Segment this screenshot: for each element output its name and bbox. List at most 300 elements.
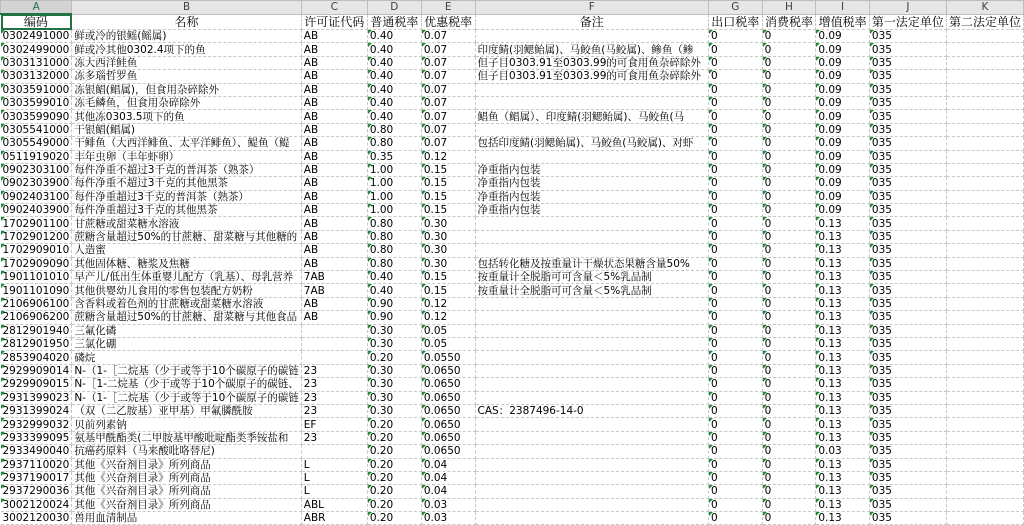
cell-remark[interactable]: 印度鲭(羽鳃鲐属)、马鲛鱼(马鲛属)、鲹鱼（鲹 [475,43,708,56]
cell-second-unit[interactable] [946,70,1023,83]
column-letter-a[interactable]: A [1,1,72,15]
header-cell-general-rate[interactable]: 普通税率 [367,14,421,30]
cell-preferential-rate[interactable]: 0.30 [421,244,475,257]
cell-consumption-rate[interactable]: 0 [762,96,816,109]
cell-code[interactable]: 2106906100 [1,297,72,310]
cell-second-unit[interactable] [946,445,1023,458]
cell-consumption-rate[interactable]: 0 [762,512,816,525]
cell-license[interactable]: AB [301,137,367,150]
cell-second-unit[interactable] [946,284,1023,297]
cell-export-rate[interactable]: 0 [709,43,763,56]
cell-preferential-rate[interactable]: 0.07 [421,70,475,83]
cell-license[interactable]: AB [301,30,367,43]
cell-export-rate[interactable]: 0 [709,244,763,257]
cell-consumption-rate[interactable]: 0 [762,498,816,511]
cell-license[interactable]: AB [301,163,367,176]
cell-license[interactable] [301,324,367,337]
cell-license[interactable] [301,445,367,458]
cell-first-unit[interactable]: 035 [869,204,946,217]
cell-name[interactable]: 三氯化硼 [72,337,301,350]
cell-name[interactable]: 每件净重不超过3千克的普洱茶（熟茶） [72,163,301,176]
cell-name[interactable]: 其他《兴奋剂目录》所列商品 [72,458,301,471]
cell-second-unit[interactable] [946,271,1023,284]
header-cell-second-unit[interactable]: 第二法定单位 [946,14,1023,30]
cell-first-unit[interactable]: 035 [869,217,946,230]
cell-first-unit[interactable]: 035 [869,96,946,109]
cell-license[interactable]: AB [301,190,367,203]
cell-consumption-rate[interactable]: 0 [762,123,816,136]
cell-general-rate[interactable]: 0.90 [367,297,421,310]
cell-remark[interactable] [475,458,708,471]
cell-remark[interactable]: 鲳鱼（鲳属）、印度鲭(羽鳃鲐属)、马鲛鱼(马 [475,110,708,123]
cell-consumption-rate[interactable]: 0 [762,284,816,297]
cell-general-rate[interactable]: 0.40 [367,83,421,96]
cell-first-unit[interactable]: 035 [869,244,946,257]
cell-second-unit[interactable] [946,458,1023,471]
cell-second-unit[interactable] [946,485,1023,498]
cell-license[interactable]: AB [301,123,367,136]
cell-vat-rate[interactable]: 0.13 [816,351,870,364]
cell-remark[interactable] [475,445,708,458]
cell-vat-rate[interactable]: 0.09 [816,190,870,203]
cell-preferential-rate[interactable]: 0.12 [421,297,475,310]
cell-remark[interactable]: 净重指内包装 [475,177,708,190]
cell-consumption-rate[interactable]: 0 [762,418,816,431]
cell-preferential-rate[interactable]: 0.15 [421,284,475,297]
cell-license[interactable]: L [301,458,367,471]
cell-first-unit[interactable]: 035 [869,418,946,431]
cell-first-unit[interactable]: 035 [869,378,946,391]
cell-code[interactable]: 0511919020 [1,150,72,163]
cell-general-rate[interactable]: 1.00 [367,204,421,217]
cell-license[interactable]: AB [301,43,367,56]
cell-export-rate[interactable]: 0 [709,418,763,431]
cell-license[interactable] [301,351,367,364]
cell-remark[interactable] [475,471,708,484]
cell-general-rate[interactable]: 0.30 [367,337,421,350]
cell-export-rate[interactable]: 0 [709,204,763,217]
cell-preferential-rate[interactable]: 0.04 [421,485,475,498]
cell-vat-rate[interactable]: 0.09 [816,56,870,69]
cell-consumption-rate[interactable]: 0 [762,30,816,43]
cell-first-unit[interactable]: 035 [869,284,946,297]
cell-first-unit[interactable]: 035 [869,110,946,123]
cell-vat-rate[interactable]: 0.13 [816,297,870,310]
cell-general-rate[interactable]: 0.20 [367,445,421,458]
cell-preferential-rate[interactable]: 0.30 [421,230,475,243]
cell-consumption-rate[interactable]: 0 [762,56,816,69]
cell-first-unit[interactable]: 035 [869,311,946,324]
cell-general-rate[interactable]: 0.20 [367,498,421,511]
cell-vat-rate[interactable]: 0.13 [816,230,870,243]
header-cell-name[interactable]: 名称 [72,14,301,30]
column-letter-k[interactable]: K [946,1,1023,15]
cell-license[interactable]: AB [301,83,367,96]
cell-vat-rate[interactable]: 0.09 [816,163,870,176]
cell-consumption-rate[interactable]: 0 [762,364,816,377]
cell-consumption-rate[interactable]: 0 [762,204,816,217]
cell-preferential-rate[interactable]: 0.15 [421,163,475,176]
cell-second-unit[interactable] [946,177,1023,190]
cell-second-unit[interactable] [946,351,1023,364]
cell-first-unit[interactable]: 035 [869,351,946,364]
cell-remark[interactable]: 但子目0303.91至0303.99的可食用鱼杂碎除外 [475,56,708,69]
cell-code[interactable]: 2929909015 [1,378,72,391]
column-letter-f[interactable]: F [475,1,708,15]
cell-second-unit[interactable] [946,324,1023,337]
cell-preferential-rate[interactable]: 0.03 [421,512,475,525]
cell-name[interactable]: 其他固体糖、糖浆及焦糖 [72,257,301,270]
cell-general-rate[interactable]: 0.90 [367,311,421,324]
cell-remark[interactable] [475,30,708,43]
cell-consumption-rate[interactable]: 0 [762,485,816,498]
cell-preferential-rate[interactable]: 0.05 [421,337,475,350]
cell-license[interactable]: L [301,471,367,484]
cell-export-rate[interactable]: 0 [709,311,763,324]
cell-preferential-rate[interactable]: 0.0650 [421,431,475,444]
cell-second-unit[interactable] [946,311,1023,324]
cell-remark[interactable]: 净重指内包装 [475,163,708,176]
cell-second-unit[interactable] [946,43,1023,56]
cell-remark[interactable] [475,244,708,257]
cell-vat-rate[interactable]: 0.09 [816,123,870,136]
cell-general-rate[interactable]: 0.30 [367,391,421,404]
cell-remark[interactable]: 包括印度鲭(羽鳃鲐属)、马鲛鱼(马鲛属)、对虾 [475,137,708,150]
cell-vat-rate[interactable]: 0.13 [816,512,870,525]
cell-consumption-rate[interactable]: 0 [762,217,816,230]
cell-general-rate[interactable]: 1.00 [367,190,421,203]
cell-export-rate[interactable]: 0 [709,271,763,284]
cell-code[interactable]: 0302491000 [1,30,72,43]
cell-general-rate[interactable]: 0.30 [367,404,421,417]
cell-license[interactable]: 23 [301,404,367,417]
cell-preferential-rate[interactable]: 0.07 [421,123,475,136]
cell-preferential-rate[interactable]: 0.07 [421,83,475,96]
cell-preferential-rate[interactable]: 0.0650 [421,404,475,417]
cell-general-rate[interactable]: 0.80 [367,257,421,270]
cell-general-rate[interactable]: 0.80 [367,217,421,230]
cell-code[interactable]: 2937190017 [1,471,72,484]
cell-export-rate[interactable]: 0 [709,512,763,525]
cell-export-rate[interactable]: 0 [709,498,763,511]
cell-remark[interactable]: 按重量计全脱脂可可含量＜5%乳品制 [475,284,708,297]
cell-second-unit[interactable] [946,404,1023,417]
cell-vat-rate[interactable]: 0.09 [816,43,870,56]
cell-code[interactable]: 1702901100 [1,217,72,230]
cell-general-rate[interactable]: 0.80 [367,230,421,243]
cell-remark[interactable] [475,364,708,377]
column-letter-e[interactable]: E [421,1,475,15]
cell-vat-rate[interactable]: 0.13 [816,284,870,297]
cell-name[interactable]: 其他《兴奋剂目录》所列商品 [72,471,301,484]
cell-first-unit[interactable]: 035 [869,123,946,136]
cell-code[interactable]: 2933490040 [1,445,72,458]
cell-name[interactable]: N-［1-二烷基（少于或等于10个碳原子的碳链、 [72,378,301,391]
cell-consumption-rate[interactable]: 0 [762,471,816,484]
cell-export-rate[interactable]: 0 [709,257,763,270]
cell-remark[interactable] [475,337,708,350]
cell-name[interactable]: 其他供婴幼儿食用的零售包装配方奶粉 [72,284,301,297]
cell-vat-rate[interactable]: 0.13 [816,485,870,498]
cell-code[interactable]: 1702901200 [1,230,72,243]
cell-code[interactable]: 2931399023 [1,391,72,404]
cell-preferential-rate[interactable]: 0.30 [421,217,475,230]
cell-name[interactable]: 人造蜜 [72,244,301,257]
cell-export-rate[interactable]: 0 [709,110,763,123]
cell-code[interactable]: 0303591000 [1,83,72,96]
cell-consumption-rate[interactable]: 0 [762,70,816,83]
cell-export-rate[interactable]: 0 [709,284,763,297]
cell-remark[interactable] [475,83,708,96]
cell-first-unit[interactable]: 035 [869,190,946,203]
cell-export-rate[interactable]: 0 [709,177,763,190]
cell-vat-rate[interactable]: 0.13 [816,364,870,377]
cell-consumption-rate[interactable]: 0 [762,297,816,310]
cell-general-rate[interactable]: 0.40 [367,56,421,69]
cell-first-unit[interactable]: 035 [869,257,946,270]
cell-preferential-rate[interactable]: 0.0650 [421,391,475,404]
cell-name[interactable]: N-（1-［二烷基（少于或等于10个碳原子的碳链 [72,391,301,404]
cell-name[interactable]: 干鲱鱼（大西洋鲱鱼、太平洋鲱鱼）、鳀鱼（鳀 [72,137,301,150]
cell-code[interactable]: 2932999032 [1,418,72,431]
cell-general-rate[interactable]: 0.40 [367,43,421,56]
cell-remark[interactable]: 净重指内包装 [475,204,708,217]
cell-code[interactable]: 2929909014 [1,364,72,377]
cell-vat-rate[interactable]: 0.13 [816,431,870,444]
cell-name[interactable]: 蔗糖含量超过50%的甘蔗糖、甜菜糖与其他食品 [72,311,301,324]
cell-code[interactable]: 0305541000 [1,123,72,136]
cell-name[interactable]: 每件净重超过3千克的其他黑茶 [72,204,301,217]
cell-vat-rate[interactable]: 0.09 [816,110,870,123]
cell-name[interactable]: 丰年虫卵（丰年虾卵） [72,150,301,163]
cell-first-unit[interactable]: 035 [869,271,946,284]
cell-license[interactable]: AB [301,257,367,270]
cell-name[interactable]: （双（二乙胺基）亚甲基）甲氟膦酰胺 [72,404,301,417]
cell-remark[interactable] [475,391,708,404]
cell-preferential-rate[interactable]: 0.15 [421,271,475,284]
column-letter-g[interactable]: G [709,1,763,15]
cell-general-rate[interactable]: 0.35 [367,150,421,163]
cell-vat-rate[interactable]: 0.13 [816,337,870,350]
cell-remark[interactable] [475,351,708,364]
cell-export-rate[interactable]: 0 [709,445,763,458]
cell-consumption-rate[interactable]: 0 [762,351,816,364]
cell-consumption-rate[interactable]: 0 [762,150,816,163]
cell-general-rate[interactable]: 0.20 [367,458,421,471]
cell-export-rate[interactable]: 0 [709,123,763,136]
cell-first-unit[interactable]: 035 [869,498,946,511]
cell-name[interactable]: 兽用血清制品 [72,512,301,525]
cell-name[interactable]: 冻银鲳(鲳属)，但食用杂碎除外 [72,83,301,96]
cell-code[interactable]: 0902303900 [1,177,72,190]
cell-vat-rate[interactable]: 0.13 [816,324,870,337]
cell-consumption-rate[interactable]: 0 [762,378,816,391]
cell-export-rate[interactable]: 0 [709,83,763,96]
cell-general-rate[interactable]: 1.00 [367,163,421,176]
cell-general-rate[interactable]: 0.20 [367,512,421,525]
cell-first-unit[interactable]: 035 [869,150,946,163]
header-cell-code[interactable]: 编码 [1,14,72,30]
cell-name[interactable]: 蔗糖含量超过50%的甘蔗糖、甜菜糖与其他糖的 [72,230,301,243]
cell-code[interactable]: 2937290036 [1,485,72,498]
cell-export-rate[interactable]: 0 [709,378,763,391]
cell-code[interactable]: 0302499000 [1,43,72,56]
cell-second-unit[interactable] [946,217,1023,230]
cell-first-unit[interactable]: 035 [869,83,946,96]
cell-export-rate[interactable]: 0 [709,230,763,243]
cell-preferential-rate[interactable]: 0.12 [421,150,475,163]
cell-first-unit[interactable]: 035 [869,177,946,190]
cell-consumption-rate[interactable]: 0 [762,311,816,324]
cell-remark[interactable]: 净重指内包装 [475,190,708,203]
cell-vat-rate[interactable]: 0.03 [816,445,870,458]
cell-remark[interactable] [475,324,708,337]
cell-preferential-rate[interactable]: 0.15 [421,204,475,217]
cell-name[interactable]: 冻毛鳞鱼，但食用杂碎除外 [72,96,301,109]
cell-code[interactable]: 0305549000 [1,137,72,150]
cell-remark[interactable] [475,297,708,310]
cell-preferential-rate[interactable]: 0.07 [421,43,475,56]
cell-general-rate[interactable]: 0.20 [367,485,421,498]
cell-name[interactable]: 鲜或冷其他0302.4项下的鱼 [72,43,301,56]
cell-name[interactable]: 干银鲳(鲳属) [72,123,301,136]
header-cell-export-rate[interactable]: 出口税率 [709,14,763,30]
cell-second-unit[interactable] [946,471,1023,484]
cell-consumption-rate[interactable]: 0 [762,177,816,190]
cell-export-rate[interactable]: 0 [709,96,763,109]
cell-license[interactable]: AB [301,150,367,163]
cell-preferential-rate[interactable]: 0.15 [421,190,475,203]
cell-license[interactable]: 7AB [301,284,367,297]
cell-name[interactable]: 每件净重超过3千克的普洱茶（熟茶） [72,190,301,203]
cell-license[interactable]: 23 [301,431,367,444]
cell-remark[interactable] [475,485,708,498]
cell-second-unit[interactable] [946,431,1023,444]
cell-vat-rate[interactable]: 0.09 [816,150,870,163]
cell-first-unit[interactable]: 035 [869,137,946,150]
cell-general-rate[interactable]: 0.80 [367,137,421,150]
cell-second-unit[interactable] [946,418,1023,431]
cell-remark[interactable] [475,378,708,391]
cell-first-unit[interactable]: 035 [869,297,946,310]
cell-second-unit[interactable] [946,123,1023,136]
cell-name[interactable]: 早产儿/低出生体重婴儿配方（乳基）、母乳营养 [72,271,301,284]
cell-code[interactable]: 0303131000 [1,56,72,69]
cell-vat-rate[interactable]: 0.13 [816,391,870,404]
cell-consumption-rate[interactable]: 0 [762,137,816,150]
cell-preferential-rate[interactable]: 0.0650 [421,445,475,458]
cell-vat-rate[interactable]: 0.13 [816,498,870,511]
cell-general-rate[interactable]: 1.00 [367,177,421,190]
cell-license[interactable]: AB [301,110,367,123]
cell-vat-rate[interactable]: 0.09 [816,177,870,190]
cell-remark[interactable] [475,150,708,163]
cell-export-rate[interactable]: 0 [709,190,763,203]
cell-second-unit[interactable] [946,378,1023,391]
cell-vat-rate[interactable]: 0.13 [816,244,870,257]
cell-code[interactable]: 2853904020 [1,351,72,364]
cell-license[interactable]: EF [301,418,367,431]
cell-preferential-rate[interactable]: 0.07 [421,56,475,69]
cell-preferential-rate[interactable]: 0.15 [421,177,475,190]
cell-name[interactable]: 其他《兴奋剂目录》所列商品 [72,485,301,498]
cell-name[interactable]: 鲜或冷的银鳐(鳐属) [72,30,301,43]
cell-vat-rate[interactable]: 0.13 [816,378,870,391]
cell-preferential-rate[interactable]: 0.0650 [421,364,475,377]
cell-license[interactable]: AB [301,56,367,69]
cell-code[interactable]: 0303599090 [1,110,72,123]
cell-remark[interactable]: 包括转化糖及按重量计干燥状态果糖含量50% [475,257,708,270]
cell-license[interactable]: 23 [301,391,367,404]
cell-export-rate[interactable]: 0 [709,150,763,163]
cell-general-rate[interactable]: 0.40 [367,271,421,284]
cell-first-unit[interactable]: 035 [869,337,946,350]
cell-first-unit[interactable]: 035 [869,56,946,69]
cell-vat-rate[interactable]: 0.13 [816,311,870,324]
cell-general-rate[interactable]: 0.30 [367,364,421,377]
cell-export-rate[interactable]: 0 [709,404,763,417]
cell-name[interactable]: 冻多瑙哲罗鱼 [72,70,301,83]
cell-code[interactable]: 2812901940 [1,324,72,337]
cell-consumption-rate[interactable]: 0 [762,337,816,350]
cell-second-unit[interactable] [946,190,1023,203]
cell-license[interactable]: L [301,485,367,498]
column-letter-b[interactable]: B [72,1,301,15]
cell-code[interactable]: 1901101010 [1,271,72,284]
cell-remark[interactable] [475,431,708,444]
cell-name[interactable]: N-（1-［二烷基（少于或等于10个碳原子的碳链 [72,364,301,377]
cell-second-unit[interactable] [946,96,1023,109]
cell-second-unit[interactable] [946,150,1023,163]
cell-consumption-rate[interactable]: 0 [762,391,816,404]
cell-license[interactable]: AB [301,70,367,83]
cell-license[interactable]: AB [301,297,367,310]
cell-first-unit[interactable]: 035 [869,43,946,56]
cell-export-rate[interactable]: 0 [709,485,763,498]
cell-second-unit[interactable] [946,137,1023,150]
cell-export-rate[interactable]: 0 [709,56,763,69]
cell-consumption-rate[interactable]: 0 [762,83,816,96]
cell-vat-rate[interactable]: 0.13 [816,404,870,417]
cell-consumption-rate[interactable]: 0 [762,190,816,203]
cell-vat-rate[interactable]: 0.13 [816,257,870,270]
cell-vat-rate[interactable]: 0.09 [816,30,870,43]
cell-remark[interactable]: 但子目0303.91至0303.99的可食用鱼杂碎除外 [475,70,708,83]
cell-consumption-rate[interactable]: 0 [762,244,816,257]
cell-general-rate[interactable]: 0.80 [367,244,421,257]
cell-vat-rate[interactable]: 0.09 [816,204,870,217]
cell-license[interactable]: AB [301,311,367,324]
cell-code[interactable]: 0303132000 [1,70,72,83]
cell-license[interactable]: AB [301,204,367,217]
cell-vat-rate[interactable]: 0.09 [816,83,870,96]
cell-export-rate[interactable]: 0 [709,351,763,364]
cell-general-rate[interactable]: 0.30 [367,324,421,337]
cell-general-rate[interactable]: 0.20 [367,351,421,364]
cell-vat-rate[interactable]: 0.09 [816,137,870,150]
cell-first-unit[interactable]: 035 [869,458,946,471]
cell-second-unit[interactable] [946,83,1023,96]
cell-license[interactable]: 23 [301,378,367,391]
cell-first-unit[interactable]: 035 [869,163,946,176]
cell-first-unit[interactable]: 035 [869,30,946,43]
cell-license[interactable]: AB [301,217,367,230]
cell-first-unit[interactable]: 035 [869,512,946,525]
cell-export-rate[interactable]: 0 [709,391,763,404]
cell-preferential-rate[interactable]: 0.03 [421,498,475,511]
cell-preferential-rate[interactable]: 0.0650 [421,378,475,391]
cell-second-unit[interactable] [946,204,1023,217]
